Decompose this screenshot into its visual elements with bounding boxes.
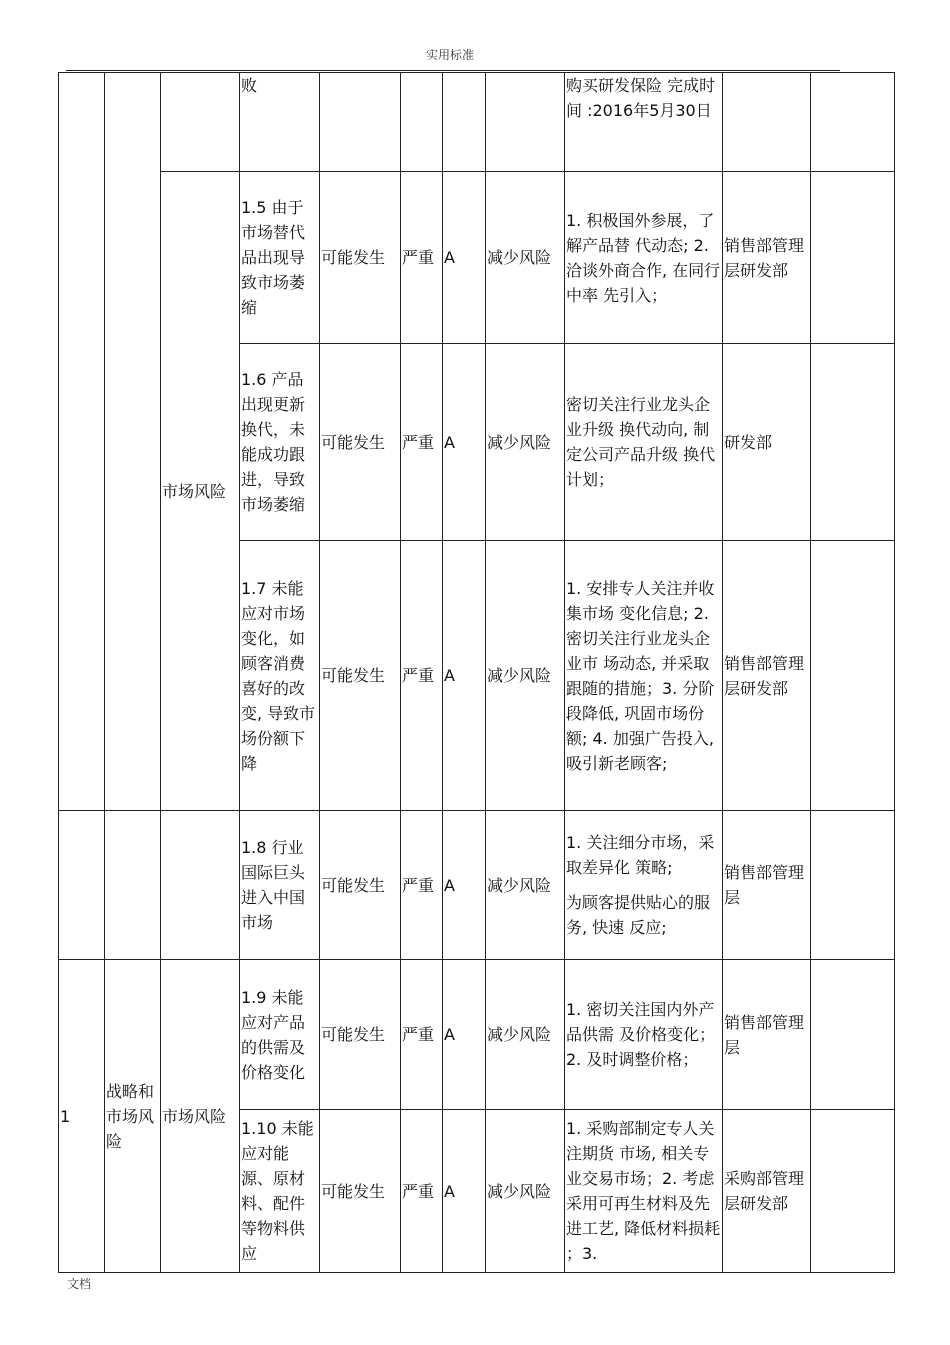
- blank-cell: [811, 1110, 895, 1273]
- impact-cell: 严重: [401, 960, 443, 1110]
- risk-description: 1.5 由于市场替代品出现导致市场萎缩: [240, 172, 320, 344]
- strategy-cell: 减少风险: [486, 960, 565, 1110]
- strategy-cell: [486, 73, 565, 172]
- risk-description: 败: [240, 73, 320, 172]
- number-cell-empty: [59, 73, 105, 811]
- sub-risk-cell: 市场风险: [161, 172, 240, 811]
- page-footer: 文档: [67, 1277, 92, 1291]
- table-row: [59, 73, 895, 172]
- measures-cell: 购买研发保险 完成时间 :2016年5月30日: [565, 73, 723, 172]
- sub-risk-cell-empty: [161, 811, 240, 960]
- category-cell: 战略和市场风险: [105, 960, 161, 1273]
- blank-cell: [811, 73, 895, 172]
- level-cell: A: [443, 344, 486, 541]
- level-cell: A: [443, 541, 486, 811]
- blank-cell: [811, 960, 895, 1110]
- measures-cell: 1. 密切关注国内外产品供需 及价格变化；2. 及时调整价格；: [565, 960, 723, 1110]
- strategy-cell: 减少风险: [486, 1110, 565, 1273]
- blank-cell: [811, 811, 895, 960]
- risk-description: 1.10 未能应对能源、原材料、配件等物料供应: [240, 1110, 320, 1273]
- impact-cell: 严重: [401, 172, 443, 344]
- likelihood-cell: [320, 73, 401, 172]
- strategy-cell: 减少风险: [486, 541, 565, 811]
- level-cell: [443, 73, 486, 172]
- number-cell: 1: [59, 960, 105, 1273]
- department-cell: [723, 73, 811, 172]
- strategy-cell: 减少风险: [486, 172, 565, 344]
- level-cell: A: [443, 172, 486, 344]
- sub-risk-cell-empty: [161, 73, 240, 172]
- category-cell-empty: [105, 811, 161, 960]
- number-cell-empty: [59, 811, 105, 960]
- department-cell: 研发部: [723, 344, 811, 541]
- risk-table: [58, 72, 895, 1273]
- level-cell: A: [443, 1110, 486, 1273]
- measures-cell: 密切关注行业龙头企业升级 换代动向, 制定公司产品升级 换代计划；: [565, 344, 723, 541]
- blank-cell: [811, 344, 895, 541]
- page-header: 实用标准: [425, 48, 474, 62]
- table-row: [59, 172, 895, 344]
- impact-cell: 严重: [401, 1110, 443, 1273]
- department-cell: 销售部管理层: [723, 960, 811, 1110]
- likelihood-cell: 可能发生: [320, 541, 401, 811]
- blank-cell: [811, 541, 895, 811]
- risk-description: 1.8 行业国际巨头进入中国市场: [240, 811, 320, 960]
- likelihood-cell: 可能发生: [320, 172, 401, 344]
- strategy-cell: 减少风险: [486, 344, 565, 541]
- category-cell-empty: [105, 73, 161, 811]
- likelihood-cell: 可能发生: [320, 960, 401, 1110]
- likelihood-cell: 可能发生: [320, 811, 401, 960]
- sub-risk-cell: 市场风险: [161, 960, 240, 1273]
- likelihood-cell: 可能发生: [320, 1110, 401, 1273]
- department-cell: 销售部管理层研发部: [723, 541, 811, 811]
- department-cell: 销售部管理层: [723, 811, 811, 960]
- department-cell: 采购部管理层研发部: [723, 1110, 811, 1273]
- header-rule: [66, 70, 840, 71]
- measures-cell: 1. 积极国外参展，了解产品替 代动态; 2. 洽谈外商合作, 在同行中率 先引入；: [565, 172, 723, 344]
- likelihood-cell: 可能发生: [320, 344, 401, 541]
- risk-description: 1.9 未能应对产品的供需及价格变化: [240, 960, 320, 1110]
- level-cell: A: [443, 960, 486, 1110]
- risk-description: 1.7 未能应对市场变化，如顾客消费喜好的改变, 导致市场份额下降: [240, 541, 320, 811]
- risk-description: 1.6 产品出现更新换代，未能成功跟进，导致市场萎缩: [240, 344, 320, 541]
- measures-cell: 1. 安排专人关注并收集市场 变化信息; 2. 密切关注行业龙头企业市 场动态, 并采取跟随的措施；3. 分阶段降低, 巩固市场份额; 4. 加强广告投入, 吸引新老顾客;: [565, 541, 723, 811]
- impact-cell: [401, 73, 443, 172]
- measures-cell: 1. 采购部制定专人关注期货 市场, 相关专业交易市场；2. 考虑采用可再生材料及先 进工艺, 降低材料损耗 ；3.: [565, 1110, 723, 1273]
- table-row: [59, 811, 895, 960]
- blank-cell: [811, 172, 895, 344]
- department-cell: 销售部管理层研发部: [723, 172, 811, 344]
- measures-part-b: 为顾客提供贴心的服务, 快速 反应;: [566, 893, 711, 937]
- level-cell: A: [443, 811, 486, 960]
- measures-cell: [565, 811, 723, 960]
- impact-cell: 严重: [401, 344, 443, 541]
- impact-cell: 严重: [401, 541, 443, 811]
- impact-cell: 严重: [401, 811, 443, 960]
- strategy-cell: 减少风险: [486, 811, 565, 960]
- measures-part-a: 1. 关注细分市场，采取差异化 策略;: [566, 833, 715, 877]
- table-row: [59, 960, 895, 1110]
